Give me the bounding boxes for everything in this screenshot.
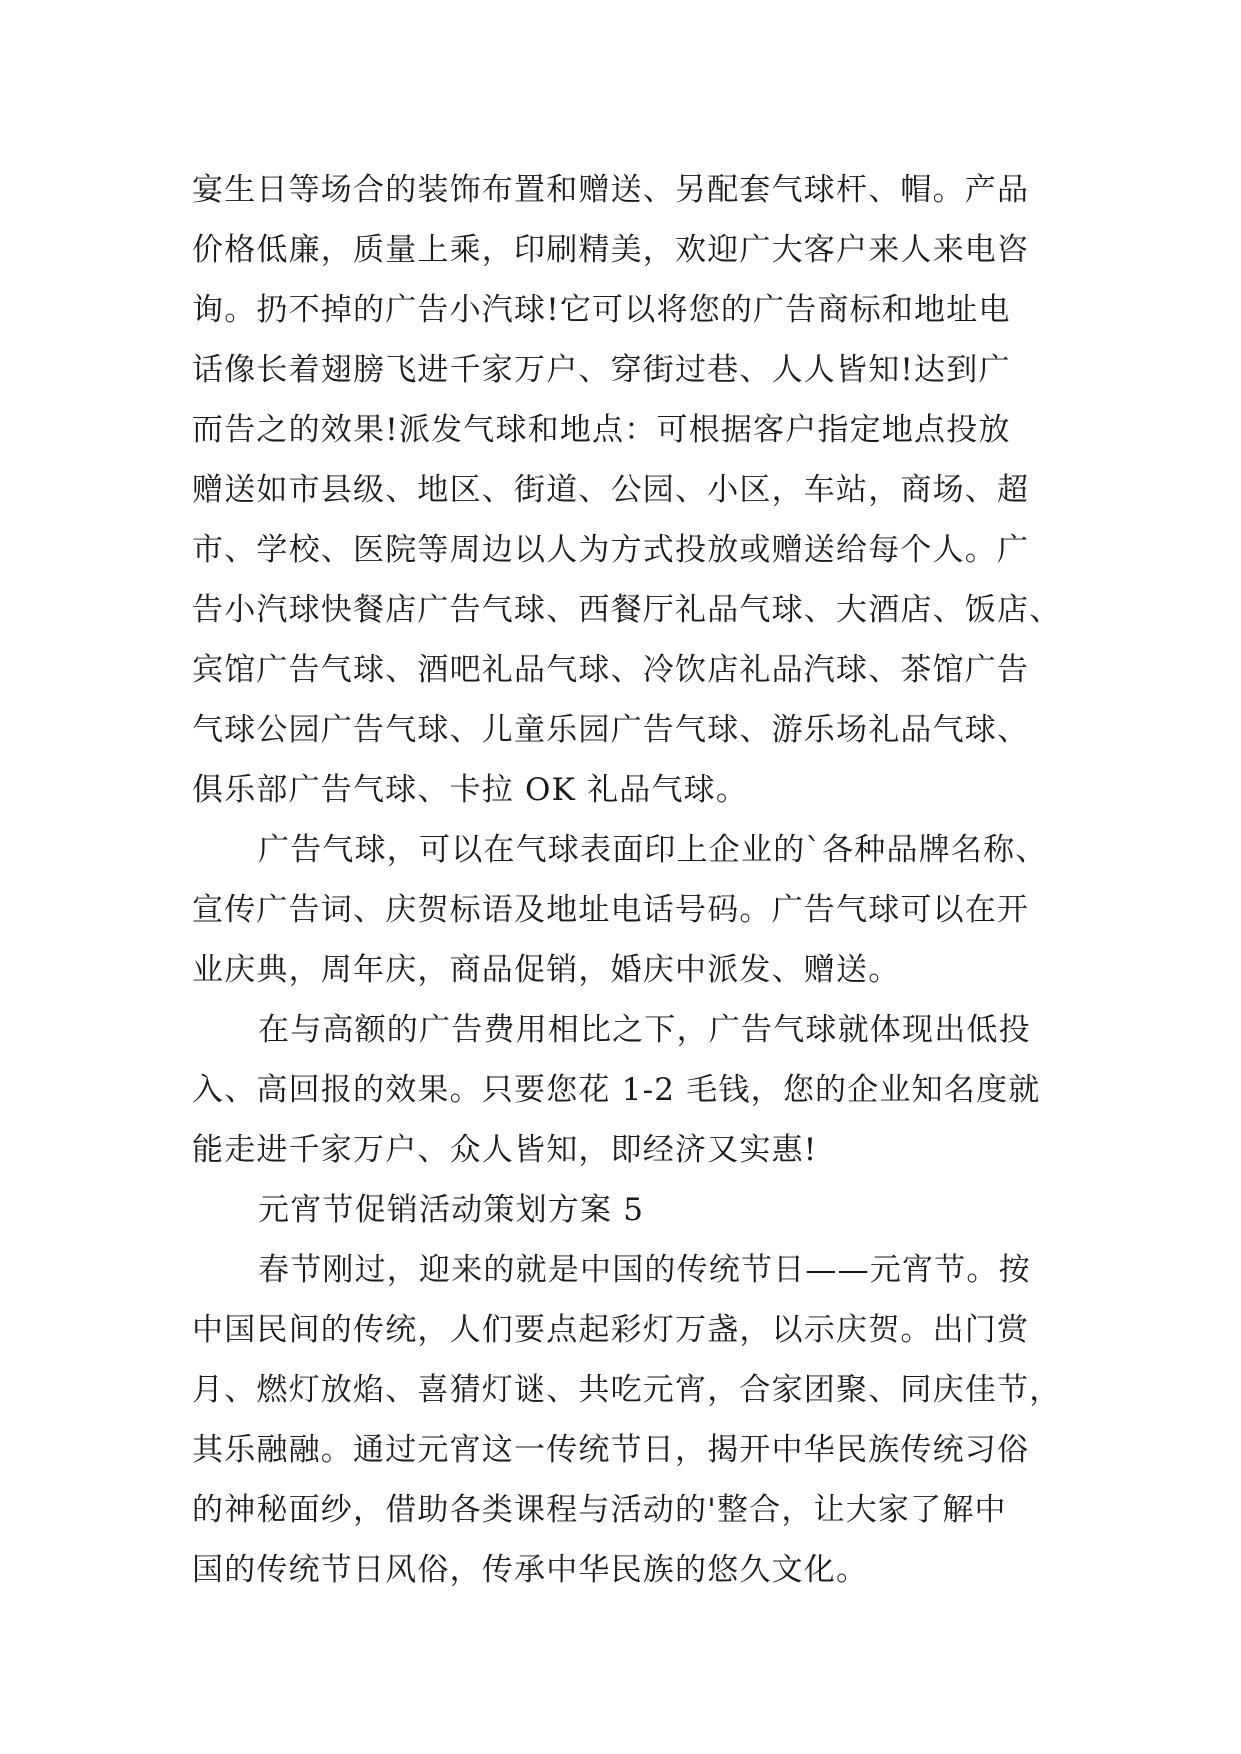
text-line: 价格低廉，质量上乘，印刷精美，欢迎广大客户来人来电咨 [192,232,1030,268]
text-line: 能走进千家万户、众人皆知，即经济又实惠! [192,1132,818,1168]
text-line: 春节刚过，迎来的就是中国的传统节日——元宵节。按 [258,1252,1031,1288]
text-line: 而告之的效果!派发气球和地点：可根据客户指定地点投放 [192,412,1011,448]
text-line: 的神秘面纱，借助各类课程与活动的'整合，让大家了解中 [192,1492,1007,1528]
text-line: 广告气球，可以在气球表面印上企业的`各种品牌名称、 [258,832,1048,868]
document-body [192,160,1062,1600]
text-line: 其乐融融。通过元宵这一传统节日，揭开中华民族传统习俗 [192,1432,1030,1468]
text-line: 宴生日等场合的装饰布置和赠送、另配套气球杆、帽。产品 [192,172,1030,208]
text-line: 业庆典，周年庆，商品促销，婚庆中派发、赠送。 [192,952,901,988]
text-line: 市、学校、医院等周边以人为方式投放或赠送给每个人。广 [192,532,1030,568]
text-line: 气球公园广告气球、儿童乐园广告气球、游乐场礼品气球、 [192,712,1030,748]
text-line: 宾馆广告气球、酒吧礼品气球、冷饮店礼品汽球、茶馆广告 [192,652,1030,688]
text-line: 国的传统节日风俗，传承中华民族的悠久文化。 [192,1552,869,1588]
text-line: 宣传广告词、庆贺标语及地址电话号码。广告气球可以在开 [192,892,1030,928]
paragraph-balloon-intro [192,160,1062,820]
text-line: 赠送如市县级、地区、街道、公园、小区，车站，商场、超 [192,472,1030,508]
text-line: 俱乐部广告气球、卡拉 OK 礼品气球。 [192,772,749,808]
text-line: 月、燃灯放焰、喜猜灯谜、共吃元宵，合家团聚、同庆佳节， [192,1372,1062,1408]
section-heading [192,1180,1052,1240]
text-line: 入、高回报的效果。只要您花 1-2 毛钱，您的企业知名度就 [192,1072,1041,1108]
text-line: 告小汽球快餐店广告气球、西餐厅礼品气球、大酒店、饭店、 [192,592,1062,628]
text-line: 在与高额的广告费用相比之下，广告气球就体现出低投 [258,1012,1031,1048]
paragraph-balloon-cost [192,1000,1052,1180]
text-line: 询。扔不掉的广告小汽球!它可以将您的广告商标和地址电 [192,292,1011,328]
paragraph-balloon-printing [192,820,1052,1000]
text-line: 话像长着翅膀飞进千家万户、穿街过巷、人人皆知!达到广 [192,352,1011,388]
paragraph-lantern-festival [192,1240,1062,1600]
section-title: 元宵节促销活动策划方案 5 [258,1192,645,1228]
text-line: 中国民间的传统，人们要点起彩灯万盏，以示庆贺。出门赏 [192,1312,1030,1348]
